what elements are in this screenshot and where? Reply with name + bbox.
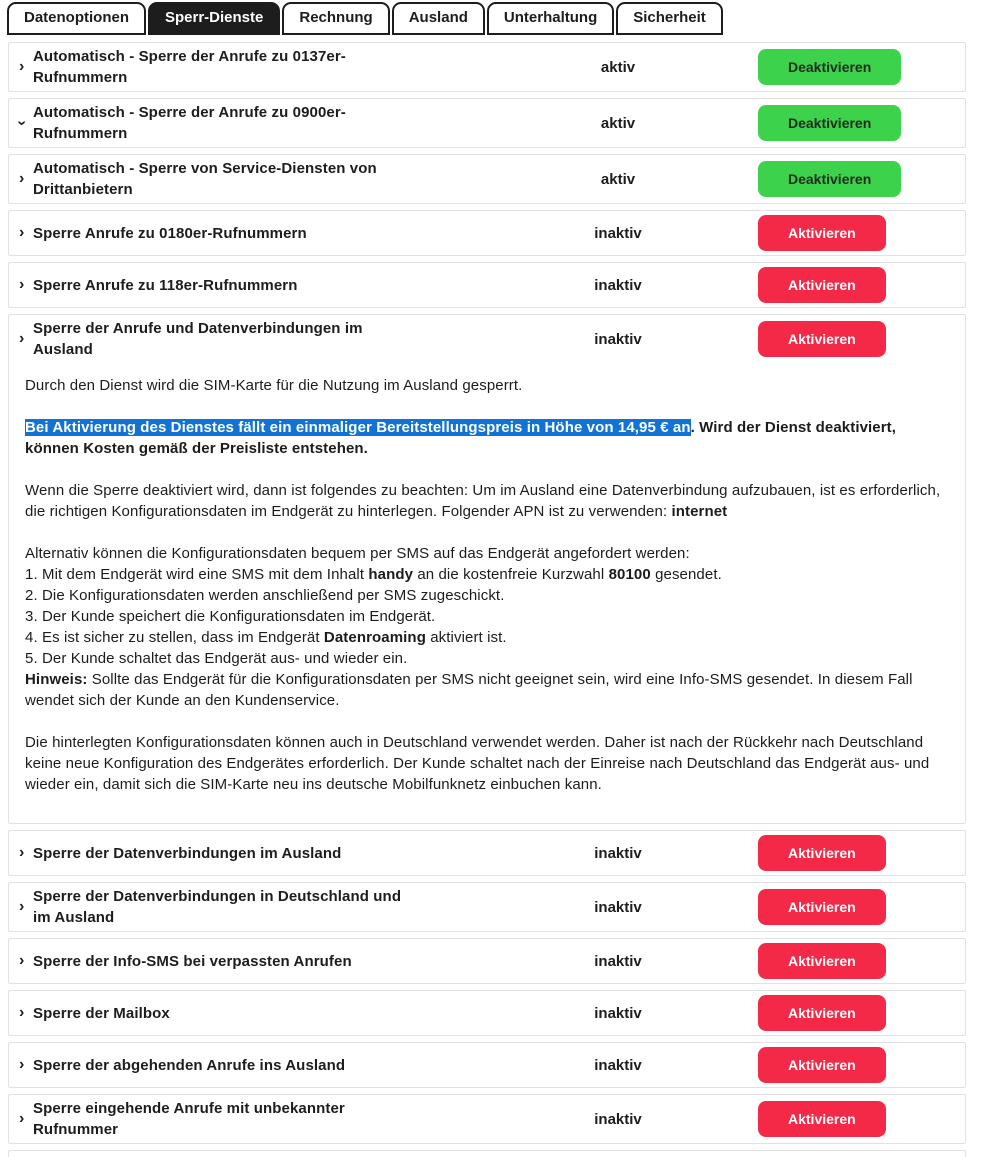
status-label: aktiv	[600, 114, 636, 132]
tab-datenoptionen[interactable]: Datenoptionen	[7, 2, 146, 35]
details-paragraph: Bei Aktivierung des Dienstes fällt ein einmaliger Bereitstellungspreis in Höhe von 14,95 € an. Wird der Dienst deaktiviert, können Kosten gemäß der Preisliste entstehen.	[25, 419, 897, 457]
activate-button[interactable]: Aktivieren	[758, 267, 886, 303]
service-title: Sperre der Datenverbindungen in Deutschland und im Ausland	[33, 888, 402, 926]
details-paragraph: Durch den Dienst wird die SIM-Karte für die Nutzung im Ausland gesperrt.	[25, 377, 523, 394]
service-row[interactable]	[9, 315, 965, 363]
chevron-right-icon: ›	[19, 1110, 25, 1127]
details-paragraph: 2. Die Konfigurationsdaten werden anschließend per SMS zugeschickt.	[25, 587, 505, 604]
details-paragraph: Die hinterlegten Konfigurationsdaten können auch in Deutschland verwendet werden. Daher ist nach der Rückkehr nach Deutschland keine neue Konfiguration des Endgerätes erforderlich. Der Kunde schaltet nach der Einreise nach Deutschland das Endgerät aus- und wieder ein, damit sich die SIM-Karte neu ins deutsche Mobilfunknetz einbuchen kann.	[25, 734, 930, 793]
status-label: inaktiv	[594, 1110, 642, 1128]
chevron-right-icon: ›	[19, 276, 25, 293]
chevron-right-icon: ›	[19, 170, 25, 187]
status-label: aktiv	[600, 170, 636, 188]
service-title: Automatisch - Sperre der Anrufe zu 0900er-Rufnummern	[33, 104, 346, 142]
selected-text: Bei Aktivierung des Dienstes fällt ein einmaliger Bereitstellungspreis in Höhe von 14,95 € an	[25, 419, 691, 436]
service-card	[8, 262, 966, 308]
activate-button[interactable]: Aktivieren	[758, 1047, 886, 1083]
details-paragraph: Alternativ können die Konfigurationsdaten bequem per SMS auf das Endgerät angefordert werden:	[25, 545, 690, 562]
service-card	[8, 154, 966, 204]
service-card	[8, 938, 966, 984]
status-label: inaktiv	[594, 1056, 642, 1074]
status-label: inaktiv	[594, 952, 642, 970]
details-paragraph: Hinweis: Sollte das Endgerät für die Konfigurationsdaten per SMS nicht geeignet sein, wird eine Info-SMS gesendet. In diesem Fall wendet sich der Kunde an den Kundenservice.	[25, 671, 913, 709]
service-row[interactable]	[9, 831, 965, 875]
service-card	[8, 98, 966, 148]
service-title: Sperre der Mailbox	[33, 1004, 170, 1022]
tab-sperr-dienste[interactable]: Sperr-Dienste	[148, 2, 280, 35]
activate-button[interactable]: Aktivieren	[758, 215, 886, 251]
activate-button[interactable]: Aktivieren	[758, 943, 886, 979]
service-row[interactable]	[9, 99, 965, 147]
service-row[interactable]	[9, 263, 965, 307]
details-paragraph: Wenn die Sperre deaktiviert wird, dann ist folgendes zu beachten: Um im Ausland eine Datenverbindung aufzubauen, ist es erforderlich, die richtigen Konfigurationsdaten im Endgerät zu hinterlegen. Folgender APN ist zu verwenden: internet	[25, 482, 941, 520]
service-title: Sperre der Info-SMS bei verpassten Anrufen	[33, 952, 352, 970]
chevron-down-icon: ›	[13, 120, 31, 126]
service-title: Sperre Anrufe zu 0180er-Rufnummern	[33, 224, 307, 242]
service-title: Automatisch - Sperre der Anrufe zu 0137er-Rufnummern	[33, 48, 346, 86]
service-card	[8, 1094, 966, 1144]
partial-next-card	[8, 1150, 966, 1157]
chevron-right-icon: ›	[19, 898, 25, 915]
service-row[interactable]	[9, 43, 965, 91]
service-card	[8, 210, 966, 256]
deactivate-button[interactable]: Deaktivieren	[758, 105, 901, 141]
service-card	[8, 314, 966, 824]
service-row[interactable]	[9, 211, 965, 255]
tab-bar	[0, 0, 987, 35]
service-card	[8, 882, 966, 932]
tab-unterhaltung[interactable]: Unterhaltung	[487, 2, 614, 35]
chevron-right-icon: ›	[19, 1056, 25, 1073]
service-title: Sperre eingehende Anrufe mit unbekannter Rufnummer	[33, 1100, 345, 1138]
chevron-right-icon: ›	[19, 330, 25, 347]
deactivate-button[interactable]: Deaktivieren	[758, 49, 901, 85]
details-paragraph: 4. Es ist sicher zu stellen, dass im Endgerät Datenroaming aktiviert ist.	[25, 629, 507, 646]
service-row[interactable]	[9, 939, 965, 983]
chevron-right-icon: ›	[19, 224, 25, 241]
status-label: inaktiv	[594, 224, 642, 242]
chevron-right-icon: ›	[19, 1004, 25, 1021]
activate-button[interactable]: Aktivieren	[758, 321, 886, 357]
service-row[interactable]	[9, 155, 965, 203]
status-label: inaktiv	[594, 844, 642, 862]
service-card	[8, 1042, 966, 1088]
chevron-right-icon: ›	[19, 844, 25, 861]
deactivate-button[interactable]: Deaktivieren	[758, 161, 901, 197]
service-row[interactable]	[9, 883, 965, 931]
chevron-right-icon: ›	[19, 952, 25, 969]
status-label: aktiv	[600, 58, 636, 76]
service-row[interactable]	[9, 991, 965, 1035]
service-row[interactable]	[9, 1095, 965, 1143]
activate-button[interactable]: Aktivieren	[758, 889, 886, 925]
activate-button[interactable]: Aktivieren	[758, 995, 886, 1031]
details-paragraph: 3. Der Kunde speichert die Konfigurationsdaten im Endgerät.	[25, 608, 436, 625]
status-label: inaktiv	[594, 276, 642, 294]
activate-button[interactable]: Aktivieren	[758, 835, 886, 871]
service-details	[9, 363, 965, 823]
service-title: Sperre der Anrufe und Datenverbindungen im Ausland	[33, 320, 363, 358]
service-title: Automatisch - Sperre von Service-Diensten von Drittanbietern	[33, 160, 377, 198]
service-card	[8, 42, 966, 92]
details-paragraph: 5. Der Kunde schaltet das Endgerät aus- und wieder ein.	[25, 650, 408, 667]
tab-sicherheit[interactable]: Sicherheit	[616, 2, 723, 35]
status-label: inaktiv	[594, 898, 642, 916]
service-list	[8, 42, 966, 1157]
service-title: Sperre der Datenverbindungen im Ausland	[33, 844, 342, 862]
service-title: Sperre Anrufe zu 118er-Rufnummern	[33, 276, 298, 294]
service-title: Sperre der abgehenden Anrufe ins Ausland	[33, 1056, 346, 1074]
service-card	[8, 990, 966, 1036]
activate-button[interactable]: Aktivieren	[758, 1101, 886, 1137]
status-label: inaktiv	[594, 1004, 642, 1022]
service-row[interactable]	[9, 1043, 965, 1087]
details-paragraph: 1. Mit dem Endgerät wird eine SMS mit dem Inhalt handy an die kostenfreie Kurzwahl 80100 gesendet.	[25, 566, 722, 583]
status-label: inaktiv	[594, 330, 642, 348]
tab-ausland[interactable]: Ausland	[392, 2, 485, 35]
chevron-right-icon: ›	[19, 58, 25, 75]
service-card	[8, 830, 966, 876]
tab-rechnung[interactable]: Rechnung	[282, 2, 389, 35]
